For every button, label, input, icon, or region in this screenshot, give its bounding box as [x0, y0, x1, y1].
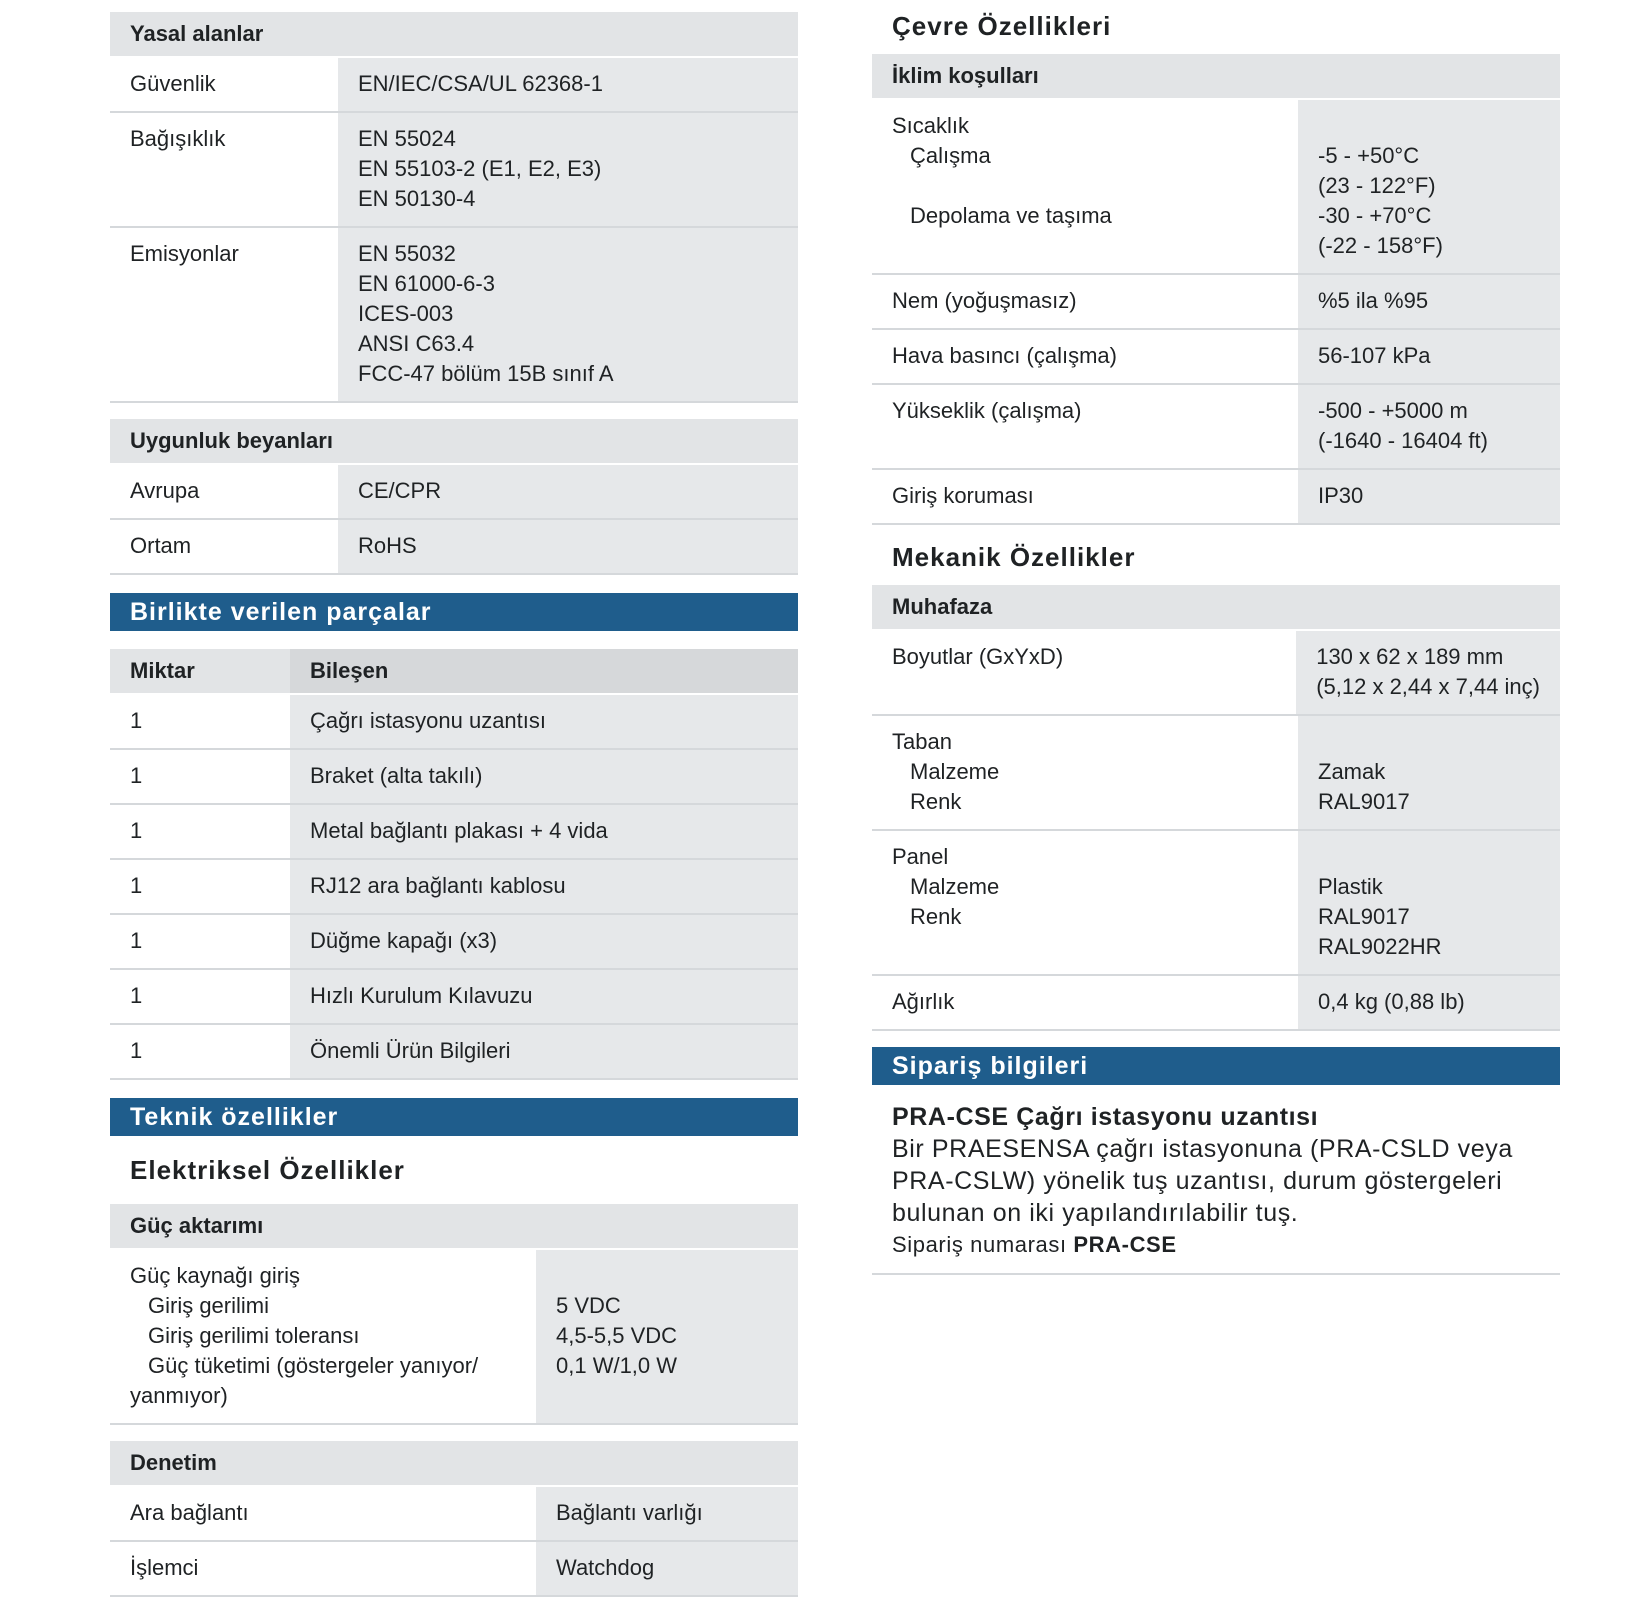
- value-line: EN 55032: [358, 241, 456, 266]
- label-line: Güç tüketimi (göstergeler yanıyor/: [148, 1353, 479, 1378]
- table-row: [872, 330, 1560, 385]
- row-value: 0,4 kg (0,88 lb): [1298, 976, 1560, 1029]
- table-row: [110, 750, 798, 805]
- row-value: %5 ila %95: [1298, 275, 1560, 328]
- label-line: Giriş gerilimi: [148, 1293, 269, 1318]
- row-value: [338, 228, 798, 401]
- product-description: bulunan on iki yapılandırılabilir tuş.: [892, 1199, 1299, 1227]
- table-row: [110, 1250, 798, 1425]
- row-label: Emisyonlar: [130, 241, 239, 266]
- row-label: [872, 831, 1298, 974]
- table-row: [872, 385, 1560, 470]
- row-value: 56-107 kPa: [1298, 330, 1560, 383]
- table-row: [872, 976, 1560, 1031]
- part-component: Braket (alta takılı): [290, 750, 798, 803]
- table-row: [110, 860, 798, 915]
- table-row: [872, 100, 1560, 275]
- value-line: -5 - +50°C: [1318, 143, 1420, 168]
- row-value: [1298, 385, 1560, 468]
- section-title: Güç aktarımı: [110, 1204, 798, 1250]
- section-banner: Teknik özellikler: [110, 1098, 798, 1136]
- value-line: RAL9017: [1318, 789, 1410, 814]
- table-row: [110, 1025, 798, 1080]
- part-qty: 1: [130, 928, 143, 953]
- label-line: Renk: [910, 904, 962, 929]
- row-label: Güvenlik: [130, 71, 216, 96]
- part-qty: 1: [130, 763, 143, 788]
- part-component: Hızlı Kurulum Kılavuzu: [290, 970, 798, 1023]
- label-line: Sıcaklık: [892, 113, 970, 138]
- part-component: Düğme kapağı (x3): [290, 915, 798, 968]
- order-number-line: [892, 1229, 1540, 1261]
- part-qty: 1: [130, 983, 143, 1008]
- row-value: [536, 1250, 798, 1423]
- row-label: Bağışıklık: [130, 126, 226, 151]
- product-title: PRA-CSE Çağrı istasyonu uzantısı: [892, 1103, 1319, 1131]
- value-line: (-22 - 158°F): [1318, 233, 1443, 258]
- label-line: Giriş gerilimi toleransı: [148, 1323, 360, 1348]
- environment-title: Çevre Özellikleri: [892, 11, 1112, 41]
- table-row: [872, 831, 1560, 976]
- value-line: 5 VDC: [556, 1293, 621, 1318]
- value-line: FCC-47 bölüm 15B sınıf A: [358, 361, 614, 386]
- value-line: (-1640 - 16404 ft): [1318, 428, 1488, 453]
- row-value: [1298, 716, 1560, 829]
- part-qty: 1: [130, 873, 143, 898]
- value-line: EN 55103-2 (E1, E2, E3): [358, 156, 602, 181]
- ordering-block: [872, 1085, 1560, 1275]
- value-line: (23 - 122°F): [1318, 173, 1436, 198]
- row-label: [110, 1250, 536, 1423]
- value-line: Plastik: [1318, 874, 1383, 899]
- value-line: EN 50130-4: [358, 186, 476, 211]
- row-label: Avrupa: [130, 478, 200, 503]
- table-row: [110, 1487, 798, 1542]
- conformity-section: [110, 419, 798, 575]
- row-label: Ortam: [130, 533, 192, 558]
- product-description: Bir PRAESENSA çağrı istasyonuna (PRA-CSLD veya: [892, 1135, 1513, 1163]
- table-row: [110, 1542, 798, 1597]
- table-row: [110, 228, 798, 403]
- part-component: Metal bağlantı plakası + 4 vida: [290, 805, 798, 858]
- row-label: Boyutlar (GxYxD): [892, 644, 1064, 669]
- section-title: İklim koşulları: [872, 54, 1560, 100]
- order-number: PRA-CSE: [1073, 1232, 1177, 1257]
- table-row: [110, 695, 798, 750]
- table-row: [110, 58, 798, 113]
- technical-section: [110, 1098, 798, 1597]
- order-number-label: Sipariş numarası: [892, 1232, 1067, 1257]
- value-line: 130 x 62 x 189 mm: [1316, 644, 1504, 669]
- row-label: Hava basıncı (çalışma): [892, 343, 1117, 368]
- row-value: CE/CPR: [338, 465, 798, 518]
- legal-section: [110, 12, 798, 403]
- row-value: RoHS: [338, 520, 798, 573]
- parts-section: [110, 593, 798, 1080]
- row-value: [1298, 831, 1560, 974]
- table-row: [110, 520, 798, 575]
- row-label: Ara bağlantı: [130, 1500, 249, 1525]
- value-line: -500 - +5000 m: [1318, 398, 1468, 423]
- electrical-title: Elektriksel Özellikler: [130, 1155, 405, 1185]
- label-line: yanmıyor): [130, 1383, 228, 1408]
- table-row: [872, 470, 1560, 525]
- left-column: [110, 0, 798, 1597]
- row-label: [872, 100, 1298, 273]
- row-value: Bağlantı varlığı: [536, 1487, 798, 1540]
- row-label: Ağırlık: [892, 989, 955, 1014]
- table-row: [110, 113, 798, 228]
- row-value: [338, 113, 798, 226]
- right-column: [872, 0, 1560, 1275]
- part-qty: 1: [130, 818, 143, 843]
- part-component: Önemli Ürün Bilgileri: [290, 1025, 798, 1078]
- parts-table-body: [110, 695, 798, 1080]
- table-row: [872, 275, 1560, 330]
- table-row: [110, 915, 798, 970]
- table-row: [872, 631, 1560, 716]
- value-line: 0,1 W/1,0 W: [556, 1353, 678, 1378]
- value-line: -30 - +70°C: [1318, 203, 1432, 228]
- table-row: [110, 970, 798, 1025]
- row-value: [338, 58, 798, 111]
- column-header-qty: Miktar: [110, 649, 290, 693]
- mechanical-title: Mekanik Özellikler: [892, 542, 1136, 572]
- value-line: ANSI C63.4: [358, 331, 475, 356]
- table-row: [110, 805, 798, 860]
- label-line: Çalışma: [910, 143, 991, 168]
- row-label: [872, 716, 1298, 829]
- section-title: Uygunluk beyanları: [110, 419, 798, 465]
- table-row: [872, 716, 1560, 831]
- row-value: Watchdog: [536, 1542, 798, 1595]
- section-title: Denetim: [110, 1441, 798, 1487]
- table-header: [110, 649, 798, 695]
- label-line: Güç kaynağı giriş: [130, 1263, 300, 1288]
- part-qty: 1: [130, 708, 143, 733]
- value-line: RAL9022HR: [1318, 934, 1442, 959]
- value-line: (5,12 x 2,44 x 7,44 inç): [1316, 674, 1540, 699]
- section-banner: Sipariş bilgileri: [872, 1047, 1560, 1085]
- part-component: Çağrı istasyonu uzantısı: [290, 695, 798, 748]
- section-title: Muhafaza: [872, 585, 1560, 631]
- table-row: [110, 465, 798, 520]
- row-label: Giriş koruması: [892, 483, 1034, 508]
- row-label: İşlemci: [130, 1555, 199, 1580]
- label-line: Taban: [892, 729, 952, 754]
- part-component: RJ12 ara bağlantı kablosu: [290, 860, 798, 913]
- value-line: EN 55024: [358, 126, 456, 151]
- row-value: [1298, 100, 1560, 273]
- row-label: Yükseklik (çalışma): [892, 398, 1082, 423]
- value-line: Zamak: [1318, 759, 1386, 784]
- product-description: PRA-CSLW) yönelik tuş uzantısı, durum göstergeleri: [892, 1167, 1503, 1195]
- row-value: IP30: [1298, 470, 1560, 523]
- label-line: Malzeme: [910, 874, 1000, 899]
- value-line: 4,5-5,5 VDC: [556, 1323, 678, 1348]
- label-line: Depolama ve taşıma: [910, 203, 1112, 228]
- value-line: EN/IEC/CSA/UL 62368-1: [358, 71, 603, 96]
- section-banner: Birlikte verilen parçalar: [110, 593, 798, 631]
- section-title: Yasal alanlar: [110, 12, 798, 58]
- part-qty: 1: [130, 1038, 143, 1063]
- value-line: RAL9017: [1318, 904, 1410, 929]
- label-line: Renk: [910, 789, 962, 814]
- value-line: EN 61000-6-3: [358, 271, 495, 296]
- row-label: Nem (yoğuşmasız): [892, 288, 1077, 313]
- label-line: Panel: [892, 844, 949, 869]
- value-line: ICES-003: [358, 301, 454, 326]
- column-header-component: Bileşen: [290, 649, 798, 693]
- label-line: Malzeme: [910, 759, 1000, 784]
- row-value: [1296, 631, 1560, 714]
